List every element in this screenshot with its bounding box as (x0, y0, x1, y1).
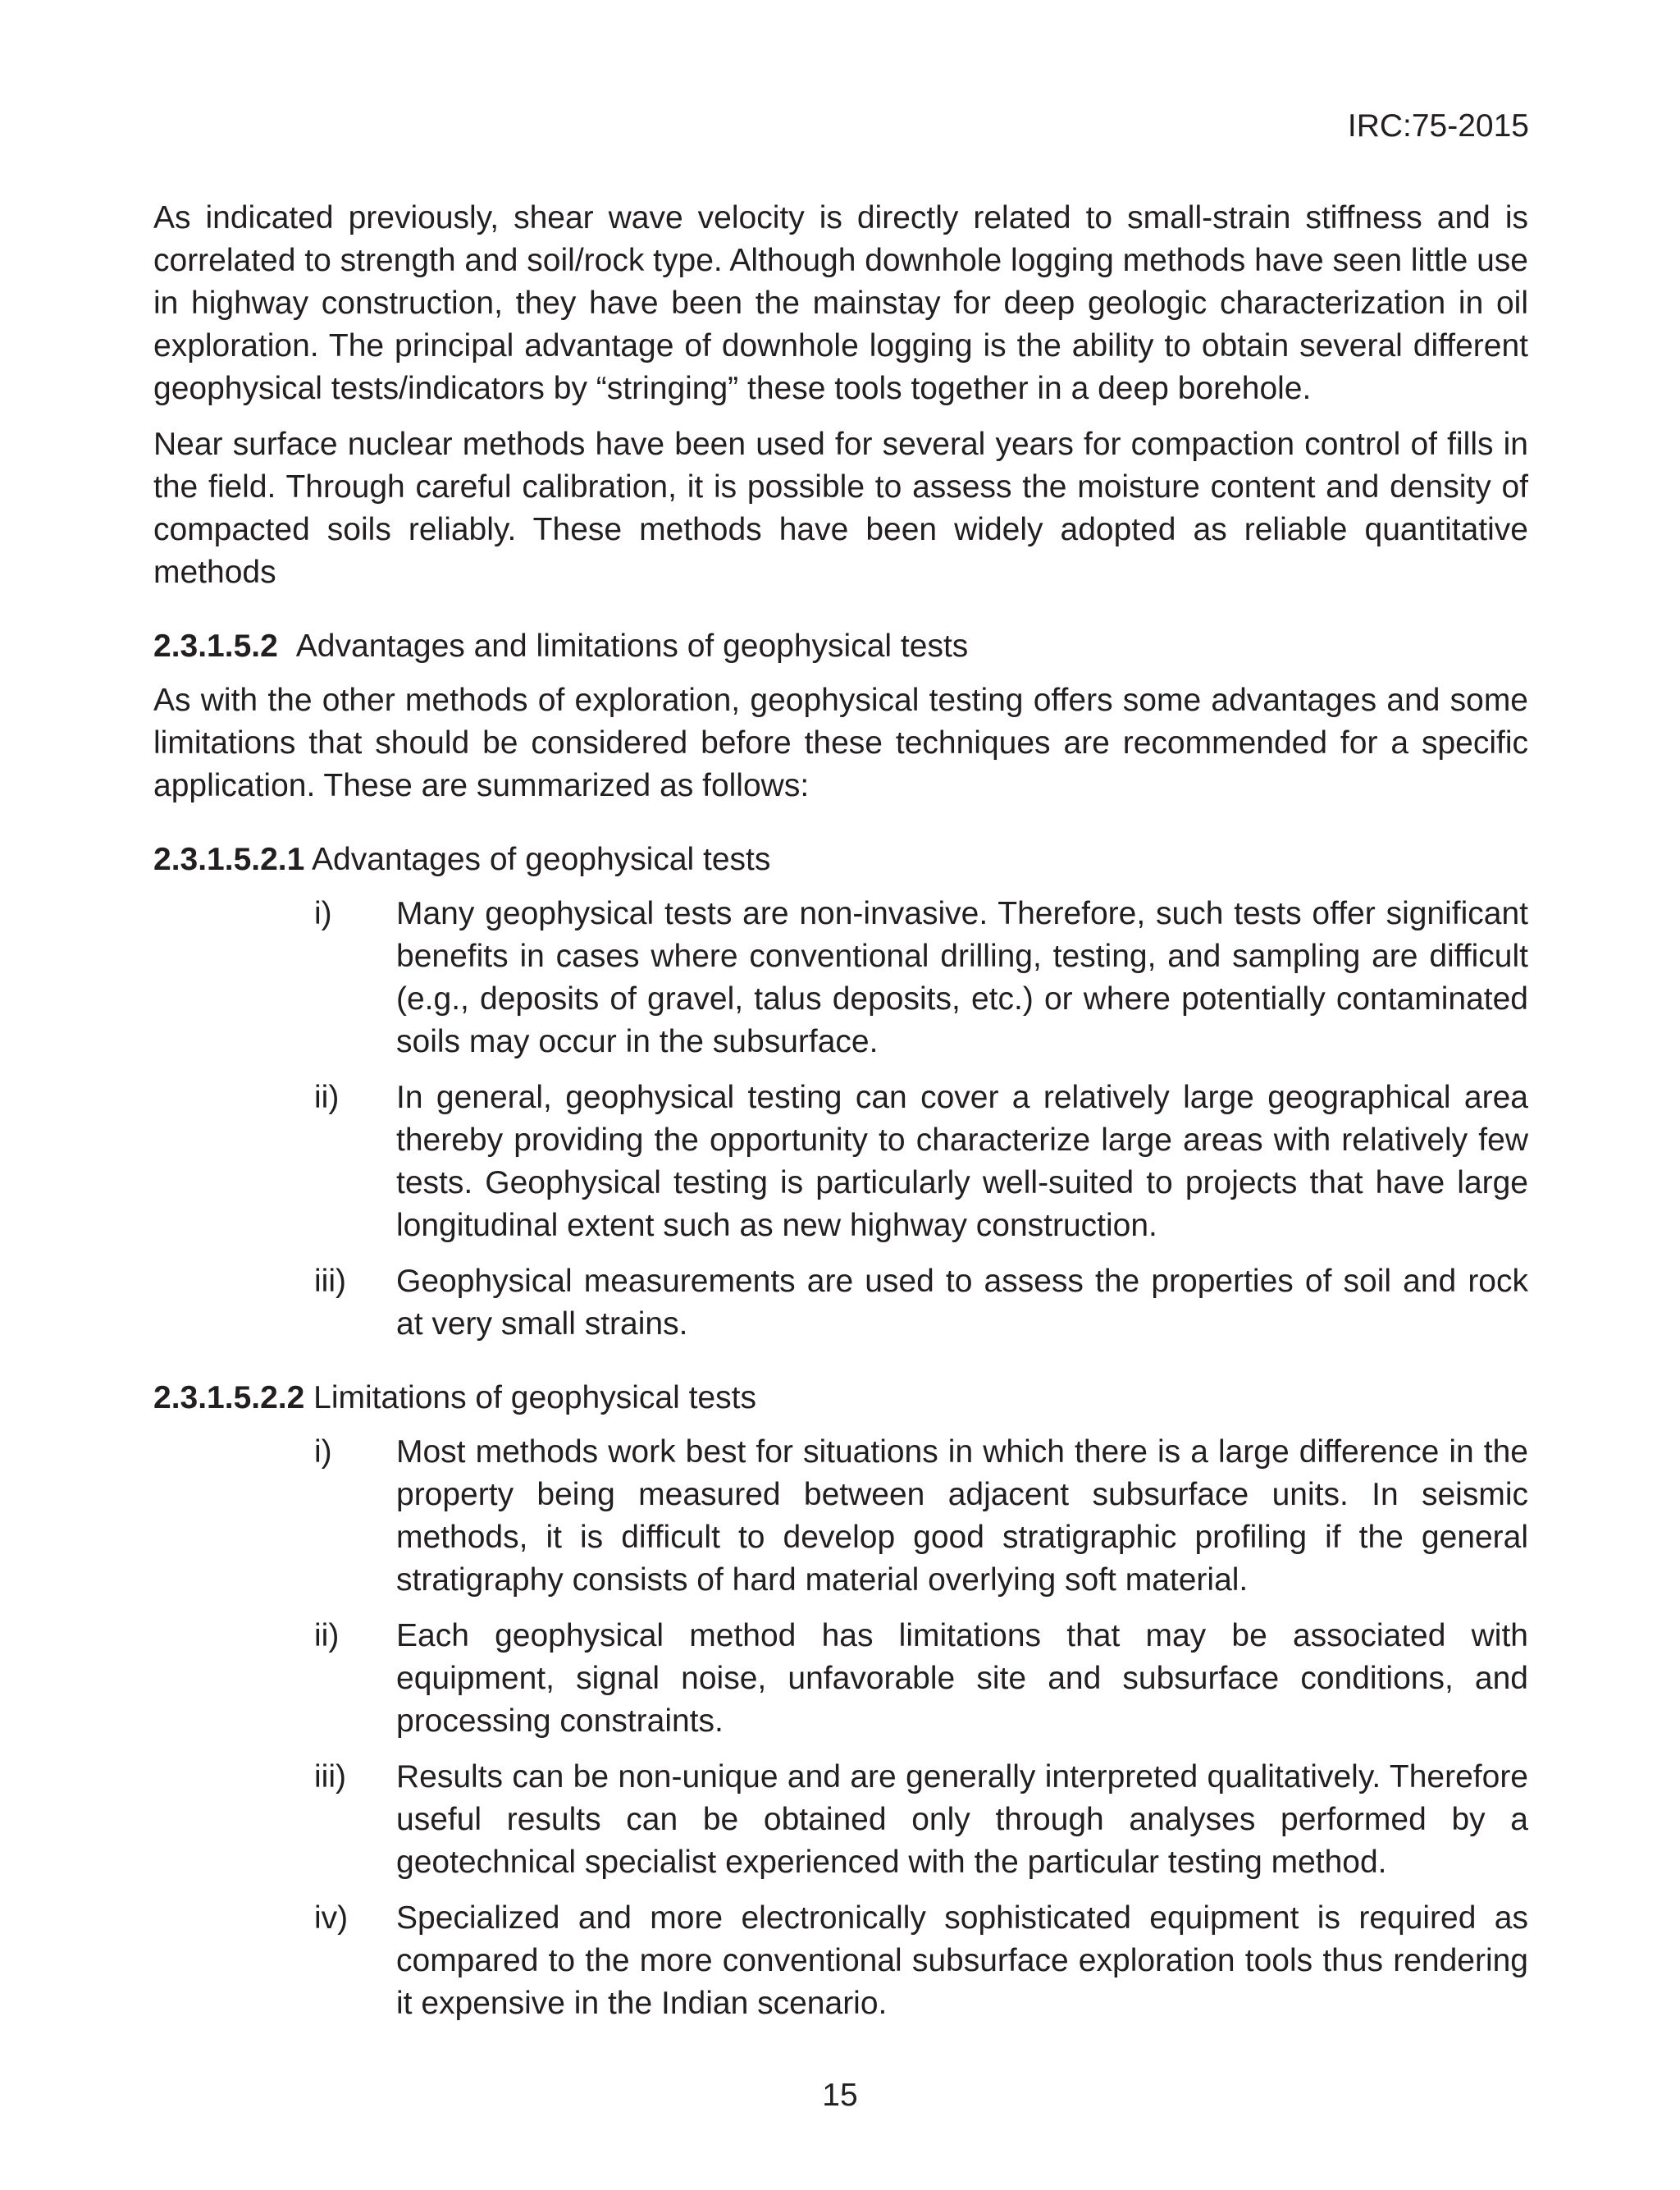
list-item (153, 1077, 1528, 1247)
limitations-list (153, 1431, 1528, 2025)
subsection-heading-limitations (153, 1377, 1528, 1420)
subsection-title: Advantages of geophysical tests (312, 842, 771, 877)
section-number: 2.3.1.5.2 (153, 629, 278, 664)
list-item-text: Many geophysical tests are non-invasive. Therefore, such tests offer significant benefits in cases where conventional drilling, testing, and sampling are difficult (e.g., deposits of gravel, talus deposits, etc.) or where potentially contaminated soils may occur in the subsurface. (396, 896, 1528, 1059)
paragraph-nuclear-methods: Near surface nuclear methods have been used for several years for compaction control of fills in the field. Through careful calibration, it is possible to assess the moisture content and density of compacted soils reliably. These methods have been widely adopted as reliable quantitative methods (153, 427, 1528, 590)
list-marker: iii) (314, 1264, 346, 1299)
list-item (153, 1897, 1528, 2025)
paragraph-intro-summary: As with the other methods of exploration, geophysical testing offers some advantages and some limitations that should be considered before these techniques are recommended for a specific application. These are summarized as follows: (153, 683, 1528, 803)
list-marker: iv) (314, 1900, 349, 1936)
section-heading-advantages-limitations (153, 625, 1528, 668)
list-item-text: Most methods work best for situations in which there is a large difference in the property being measured between adjacent subsurface units. In seismic methods, it is difficult to develop good stratigraphic profiling if the general stratigraphy consists of hard material overlying soft material. (396, 1434, 1528, 1598)
list-item (153, 1260, 1528, 1346)
subsection-number: 2.3.1.5.2.1 (153, 842, 305, 877)
paragraph-shear-wave: As indicated previously, shear wave velocity is directly related to small-strain stiffness and is correlated to strength and soil/rock type. Although downhole logging methods have seen little use in highway construction, they have been the mainstay for deep geologic characterization in oil exploration. The principal advantage of downhole logging is the ability to obtain several different geophysical tests/indicators by “stringing” these tools together in a deep borehole. (153, 200, 1528, 406)
list-marker: iii) (314, 1759, 346, 1795)
section-title: Advantages and limitations of geophysical tests (295, 629, 969, 664)
list-marker: i) (314, 1434, 332, 1470)
list-item (153, 1431, 1528, 1602)
subsection-heading-advantages (153, 839, 1528, 881)
list-item (153, 1756, 1528, 1884)
list-item-text: Geophysical measurements are used to assess the properties of soil and rock at very small strains. (396, 1264, 1528, 1342)
page-number: 15 (822, 2078, 858, 2113)
list-marker: i) (314, 896, 332, 931)
list-item-text: Specialized and more electronically sophisticated equipment is required as compared to the more conventional subsurface exploration tools thus rendering it expensive in the Indian scenario. (396, 1900, 1528, 2021)
list-item-text: Each geophysical method has limitations that may be associated with equipment, signal noise, unfavorable site and subsurface conditions, and processing constraints. (396, 1618, 1528, 1739)
subsection-number: 2.3.1.5.2.2 (153, 1380, 305, 1415)
list-item (153, 893, 1528, 1063)
advantages-list (153, 893, 1528, 1346)
list-item (153, 1615, 1528, 1743)
list-item-text: Results can be non-unique and are generally interpreted qualitatively. Therefore useful results can be obtained only through analyses performed by a geotechnical specialist experienced with the particular testing method. (396, 1759, 1528, 1880)
list-marker: ii) (314, 1618, 340, 1653)
list-marker: ii) (314, 1080, 340, 1115)
page-content (153, 197, 1528, 2038)
document-code-header: IRC:75-2015 (1347, 108, 1529, 144)
list-item-text: In general, geophysical testing can cover a relatively large geographical area thereby providing the opportunity to characterize large areas with relatively few tests. Geophysical testing is particularly well-suited to projects that have large longitudinal extent such as new highway construction. (396, 1080, 1528, 1243)
subsection-title: Limitations of geophysical tests (313, 1380, 756, 1415)
